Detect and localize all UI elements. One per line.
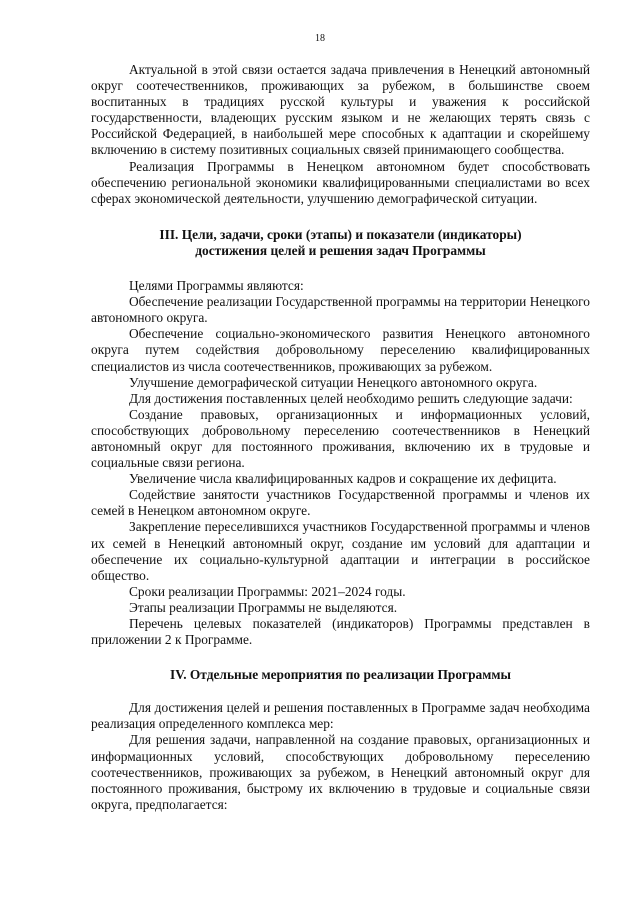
- section-3-paragraph: Перечень целевых показателей (индикаторов) Программы представлен в приложении 2 к Программе.: [91, 616, 590, 648]
- section-3-paragraph: Увеличение числа квалифицированных кадров и сокращение их дефицита.: [129, 471, 557, 487]
- intro-paragraph: Реализация Программы в Ненецком автономном будет способствовать обеспечению региональной экономики квалифицированными специалистами во всех сферах экономической деятельности, улучшению демографической ситуации.: [91, 158, 590, 206]
- section-3-paragraph: Целями Программы являются:: [129, 278, 304, 294]
- section-3-paragraph: Содействие занятости участников Государственной программы и членов их семей в Ненецком автономном округе.: [91, 487, 590, 519]
- section-3-paragraph: Создание правовых, организационных и информационных условий, способствующих добровольному переселению соотечественников в Ненецкий автономный округ для постоянного проживания, включению их в трудовые и социальные связи региона.: [91, 406, 590, 471]
- intro-paragraph: Актуальной в этой связи остается задача привлечения в Ненецкий автономный округ соотечественников, проживающих за рубежом, в большинстве своем воспитанных в традициях русской культуры и уважения к российской государственности, владеющих русским языком и не желающих терять связь с Российской Федерацией, в наибольшей мере способных к адаптации и скорейшему включению в систему позитивных социальных связей принимающего сообщества.: [91, 62, 590, 158]
- section-3-paragraph: Для достижения поставленных целей необходимо решить следующие задачи:: [129, 390, 573, 406]
- section-4-paragraph: Для достижения целей и решения поставленных в Программе задач необходима реализация определенного комплекса мер:: [91, 700, 590, 732]
- section-3-heading: [91, 227, 590, 259]
- section-3-paragraph: Этапы реализации Программы не выделяются.: [129, 599, 398, 615]
- section-3-paragraph: Обеспечение реализации Государственной программы на территории Ненецкого автономного округа.: [91, 294, 590, 326]
- section-3-heading-line: достижения целей и решения задач Программы: [195, 242, 486, 258]
- section-3-heading-line: III. Цели, задачи, сроки (этапы) и показатели (индикаторы): [159, 226, 522, 242]
- section-3-paragraph: Обеспечение социально-экономического развития Ненецкого автономного округа путем содействия добровольному переселению квалифицированных специалистов из числа соотечественников, проживающих за рубежом.: [91, 326, 590, 374]
- section-4-heading: IV. Отдельные мероприятия по реализации Программы: [170, 667, 511, 683]
- section-3-paragraph: Улучшение демографической ситуации Ненецкого автономного округа.: [129, 374, 538, 390]
- section-4-paragraph: Для решения задачи, направленной на создание правовых, организационных и информационных условий, способствующих добровольному переселению соотечественников, проживающих за рубежом, в Ненецкий автономный округ для постоянного проживания, быстрому их включению в трудовые и социальные связи округа, предполагается:: [91, 732, 590, 812]
- page-number: 18: [315, 33, 325, 44]
- section-3-paragraph: Закрепление переселившихся участников Государственной программы и членов их семей в Ненецкий автономный округ, создание им условий для адаптации и обеспечение их социально-культурной адаптации и интеграции в российское общество.: [91, 519, 590, 583]
- page-content: [91, 62, 590, 813]
- section-3-paragraph: Сроки реализации Программы: 2021–2024 годы.: [129, 583, 406, 599]
